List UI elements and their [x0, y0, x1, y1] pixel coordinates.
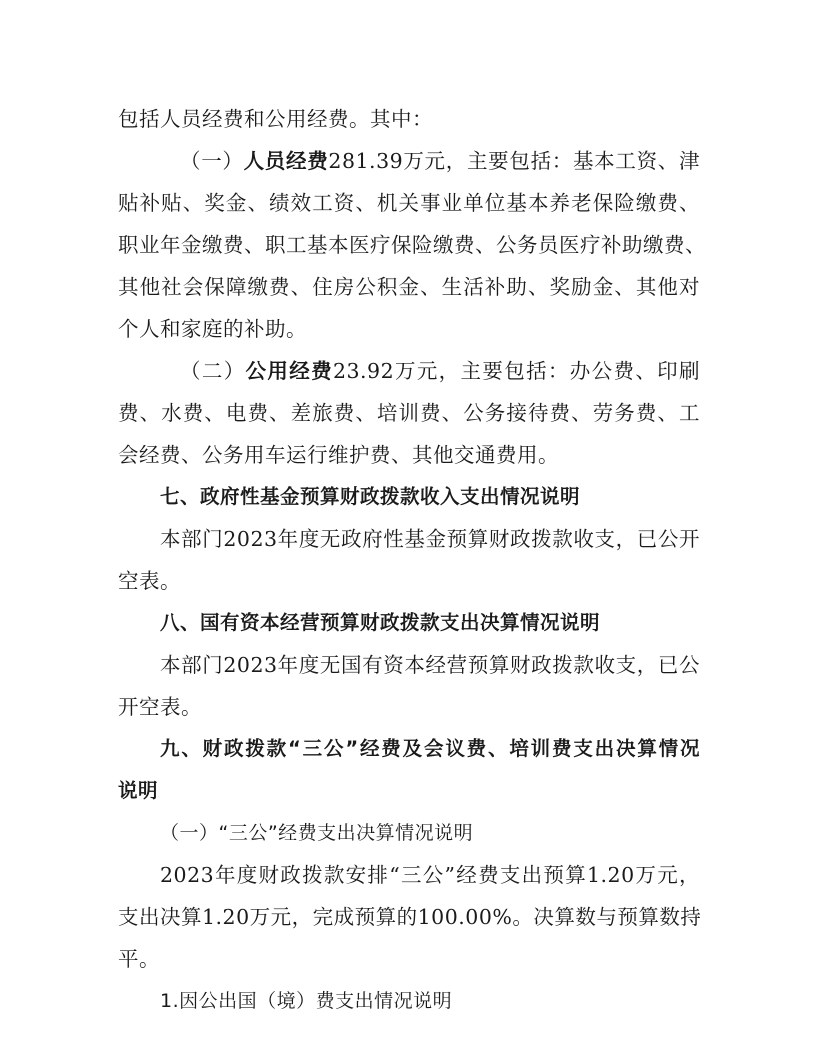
section-9-sub1-heading: （一）“三公”经费支出决算情况说明 [160, 822, 474, 844]
section-9-line-3: 平。 [118, 947, 160, 971]
section-8-line-2: 开空表。 [118, 695, 202, 719]
personnel-line-3: 职业年金缴费、职工基本医疗保险缴费、公务员医疗补助缴费、 [118, 233, 706, 257]
public-funds-line-2: 费、水费、电费、差旅费、培训费、公务接待费、劳务费、工 [118, 401, 700, 425]
public-funds-prefix: （二） [180, 359, 246, 383]
personnel-prefix: （一） [180, 149, 244, 173]
personnel-line-5: 个人和家庭的补助。 [118, 317, 307, 341]
personnel-keyword: 人员经费 [243, 149, 329, 173]
section-7-line-2: 空表。 [118, 569, 181, 593]
section-9-line-1: 2023年度财政拨款安排“三公”经费支出预算1.20万元， [160, 863, 700, 887]
public-funds-line-1-rest: 23.92万元，主要包括：办公费、印刷 [332, 359, 701, 383]
intro-line: 包括人员经费和公用经费。其中： [118, 107, 433, 131]
section-9-heading-line-2: 说明 [118, 779, 159, 802]
public-funds-line-1 [180, 356, 700, 386]
personnel-line-4: 其他社会保障缴费、住房公积金、生活补助、奖励金、其他对 [118, 275, 700, 299]
section-8-line-1: 本部门2023年度无国有资本经营预算财政拨款收支，已公 [160, 653, 700, 677]
section-9-item1-heading: 1.因公出国（境）费支出情况说明 [160, 990, 453, 1012]
section-9-line-2: 支出决算1.20万元，完成预算的100.00%。决算数与预算数持 [118, 905, 702, 929]
personnel-line-2: 贴补贴、奖金、绩效工资、机关事业单位基本养老保险缴费、 [118, 191, 700, 215]
section-7-line-1: 本部门2023年度无政府性基金预算财政拨款收支，已公开 [160, 527, 700, 551]
public-funds-line-3: 会经费、公务用车运行维护费、其他交通费用。 [118, 443, 559, 467]
personnel-line-1-rest: 281.39万元，主要包括：基本工资、津 [328, 149, 700, 173]
section-9-heading-line-1: 九、财政拨款“三公”经费及会议费、培训费支出决算情况 [160, 737, 700, 760]
section-7-heading: 七、政府性基金预算财政拨款收入支出情况说明 [160, 485, 581, 508]
public-funds-keyword: 公用经费 [245, 359, 333, 383]
personnel-line-1 [180, 146, 700, 176]
section-8-heading: 八、国有资本经营预算财政拨款支出决算情况说明 [160, 611, 601, 634]
